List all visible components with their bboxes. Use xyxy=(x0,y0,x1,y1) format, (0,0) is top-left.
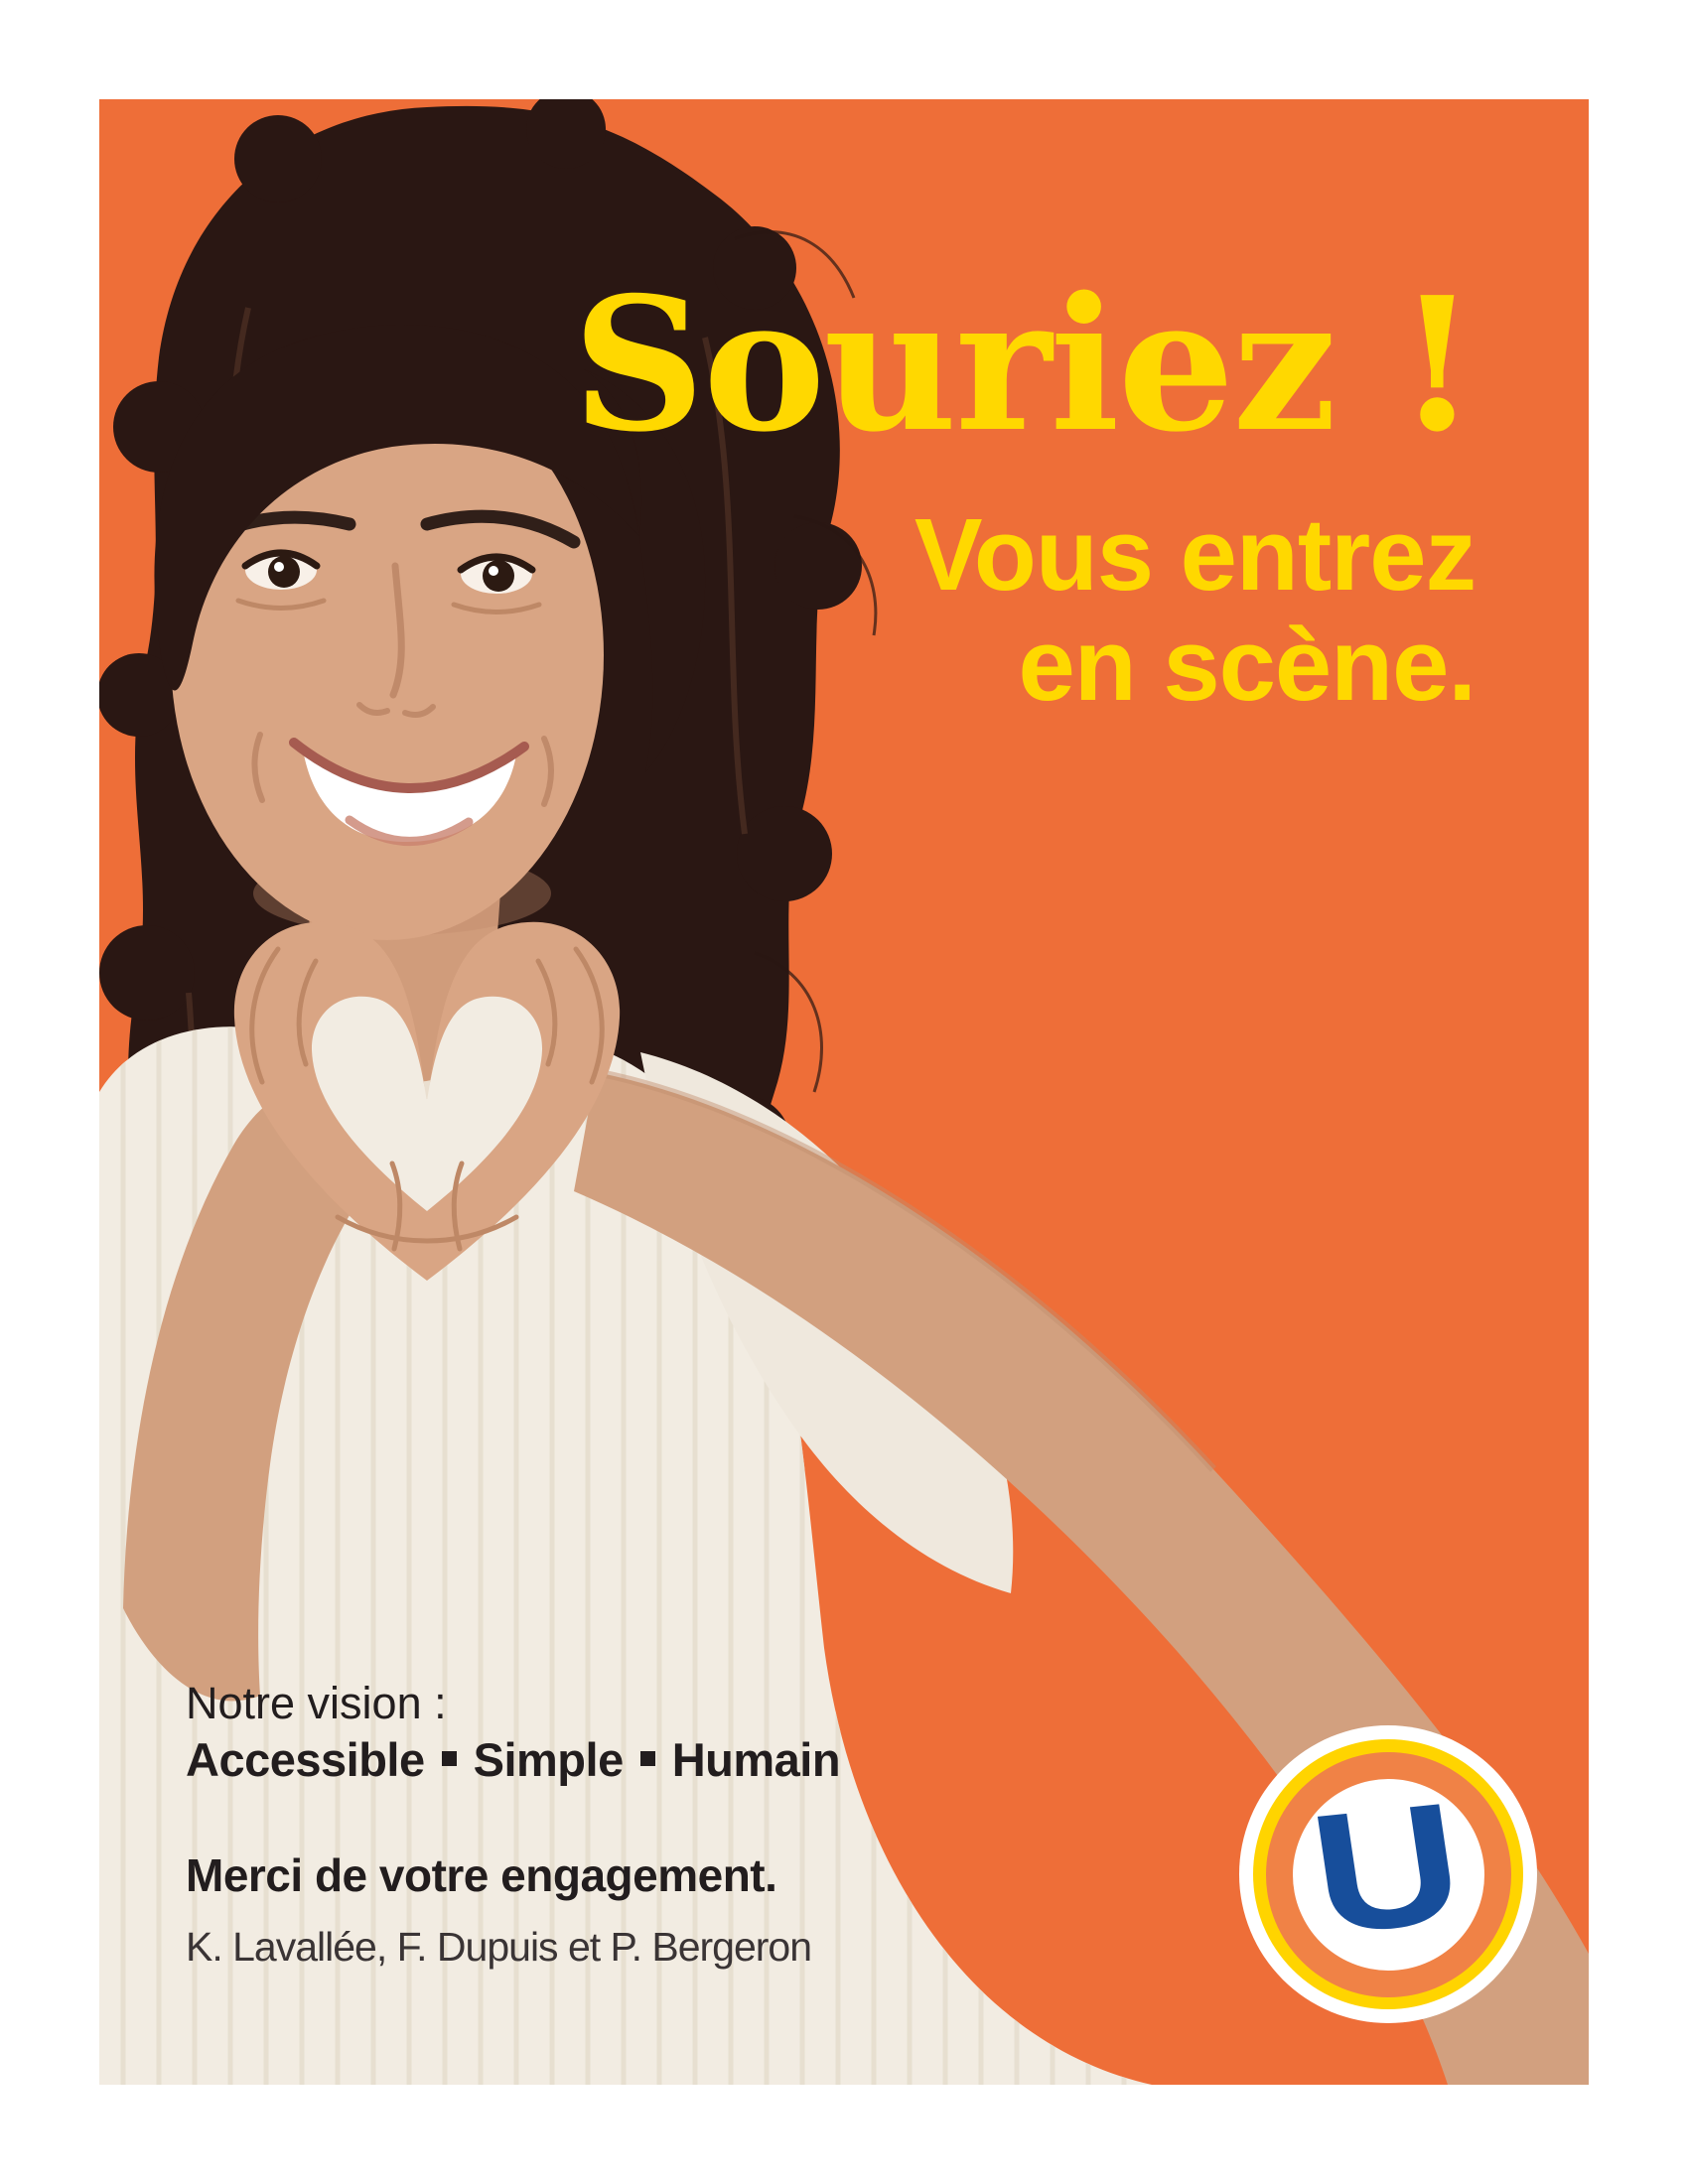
logo-white-disc xyxy=(1293,1766,1484,1971)
subheadline-line-1: Vous entrez xyxy=(914,497,1476,612)
subheadline-line-2: en scène. xyxy=(1018,608,1476,722)
vision-values xyxy=(186,1734,840,1786)
headline: Souriez ! xyxy=(572,256,1476,473)
poster-canvas xyxy=(99,99,1589,2085)
vision-label: Notre vision : xyxy=(186,1678,447,1728)
subheadline xyxy=(914,499,1476,720)
u-brand-logo xyxy=(1239,1725,1537,2023)
square-bullet xyxy=(442,1751,457,1766)
signature-names: K. Lavallée, F. Dupuis et P. Bergeron xyxy=(186,1924,812,1970)
logo-u-letter: U xyxy=(1300,1766,1475,1971)
logo-orange-ring xyxy=(1266,1752,1511,1997)
logo-yellow-ring xyxy=(1253,1739,1523,2009)
vision-value-accessible: Accessible xyxy=(186,1733,425,1786)
vision-value-simple: Simple xyxy=(473,1733,624,1786)
thanks-message: Merci de votre engagement. xyxy=(186,1849,777,1901)
square-bullet xyxy=(640,1751,655,1766)
vision-value-humain: Humain xyxy=(671,1733,841,1786)
